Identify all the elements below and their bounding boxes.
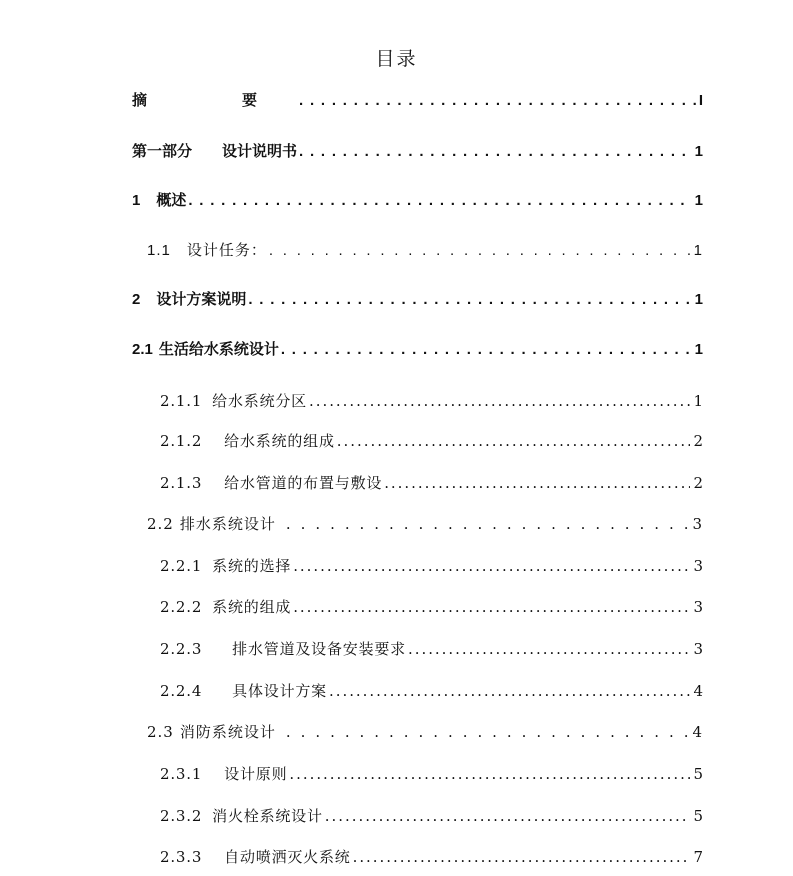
toc-entry-page: 1	[693, 392, 703, 410]
toc-entry-number: 2	[132, 291, 141, 308]
toc-leader	[309, 390, 690, 412]
toc-entry-number: 2.3.1	[160, 765, 203, 783]
toc-entry-label: 给水管道的布置与敷设	[224, 474, 383, 492]
toc-entry-1-1[interactable]	[147, 240, 703, 262]
toc-entry-2-1-3[interactable]	[160, 472, 703, 494]
toc-entry-label: 设计任务：	[186, 242, 267, 259]
toc-entry-2-3-2[interactable]	[160, 805, 703, 827]
toc-leader	[289, 763, 690, 785]
toc-entry-2[interactable]	[132, 289, 703, 311]
toc-entry-2-2[interactable]	[147, 513, 703, 535]
toc-entry-label: 摘 要	[132, 92, 298, 109]
toc-entry-number: 2.2.2	[160, 598, 203, 616]
toc-entry-page: 2	[693, 474, 703, 492]
toc-entry-page: 1	[693, 242, 703, 259]
toc-leader	[353, 846, 691, 868]
toc-entry-page: I	[698, 92, 703, 109]
toc-entry-page: 3	[693, 640, 703, 658]
toc-leader	[325, 805, 691, 827]
toc-entry-page: 1	[694, 341, 703, 358]
toc-entry-2-3-3[interactable]	[160, 846, 703, 868]
toc-entry-label: 消火栓系统设计	[212, 807, 323, 825]
toc-leader	[299, 141, 692, 163]
toc-entry-page: 3	[693, 598, 703, 616]
toc-entry-number: 2.3.3	[160, 848, 203, 866]
toc-leader	[329, 680, 690, 702]
toc-entry-label: 排水系统设计	[179, 515, 276, 533]
toc-entry-2-2-4[interactable]	[160, 680, 703, 702]
toc-entry-2-3[interactable]	[147, 721, 703, 743]
toc-entry-label: 设计原则	[224, 765, 288, 783]
toc-entry-page: 5	[693, 807, 703, 825]
toc-entry-number: 2.3	[147, 723, 174, 741]
toc-entry-2-2-1[interactable]	[160, 555, 703, 577]
toc-entry-page: 3	[693, 557, 703, 575]
toc-entry-page: 4	[693, 682, 703, 700]
toc-entry-number: 2.2	[147, 515, 174, 533]
toc-entry-label: 给水系统分区	[212, 392, 307, 410]
toc-leader	[293, 596, 690, 618]
toc-entry-label: 具体设计方案	[232, 682, 327, 700]
toc-entry-number: 2.2.4	[160, 682, 203, 700]
toc-entry-page: 4	[692, 723, 703, 741]
toc-entry-number: 2.1	[132, 341, 153, 358]
toc-leader	[299, 90, 696, 112]
toc-entry-2-2-3[interactable]	[160, 638, 703, 660]
toc-entry-label: 系统的组成	[212, 598, 292, 616]
toc-entry-abstract[interactable]	[132, 90, 703, 112]
toc-entry-part-1[interactable]	[132, 141, 703, 163]
toc-entry-number: 2.1.3	[160, 474, 203, 492]
toc-entry-page: 3	[692, 515, 703, 533]
toc-entry-label: 设计说明书	[222, 143, 298, 160]
toc-entry-number: 2.3.2	[160, 807, 203, 825]
toc-leader	[269, 240, 691, 262]
toc-entry-number: 2.1.2	[160, 432, 203, 450]
toc-entry-2-2-2[interactable]	[160, 596, 703, 618]
toc-leader	[286, 721, 690, 743]
toc-leader	[286, 513, 690, 535]
toc-entry-page: 2	[693, 432, 703, 450]
toc-entry-label: 自动喷洒灭火系统	[224, 848, 351, 866]
toc-title: 目录	[375, 48, 418, 70]
toc-entry-page: 1	[694, 192, 703, 209]
toc-entry-number: 2.2.1	[160, 557, 203, 575]
toc-entry-label: 排水管道及设备安装要求	[232, 640, 406, 658]
toc-entry-number: 1	[132, 192, 141, 209]
toc-entry-page: 5	[693, 765, 703, 783]
toc-entry-page: 1	[694, 291, 703, 308]
toc-entry-label: 系统的选择	[212, 557, 292, 575]
toc-entry-2-1-2[interactable]	[160, 430, 703, 452]
toc-entry-label: 给水系统的组成	[224, 432, 335, 450]
toc-entry-1[interactable]	[132, 190, 703, 212]
toc-entry-number: 1.1	[147, 242, 171, 259]
toc-leader	[281, 339, 692, 361]
toc-entry-number: 2.1.1	[160, 392, 203, 410]
toc-leader	[408, 638, 690, 660]
toc-entry-page: 1	[694, 143, 703, 160]
toc-leader	[188, 190, 691, 212]
toc-leader	[248, 289, 691, 311]
toc-leader	[384, 472, 690, 494]
toc-leader	[293, 555, 690, 577]
toc-leader	[337, 430, 691, 452]
toc-entry-page: 7	[693, 848, 703, 866]
toc-entry-2-1[interactable]	[132, 339, 703, 361]
toc-entry-2-3-1[interactable]	[160, 763, 703, 785]
toc-entry-number: 2.2.3	[160, 640, 203, 658]
toc-entry-number: 第一部分	[132, 143, 193, 160]
toc-entry-2-1-1[interactable]	[160, 390, 703, 412]
toc-entry-label: 设计方案说明	[156, 291, 247, 308]
toc-entry-label: 生活给水系统设计	[158, 341, 279, 358]
toc-entry-label: 消防系统设计	[179, 723, 276, 741]
toc-entry-label: 概述	[156, 192, 187, 209]
